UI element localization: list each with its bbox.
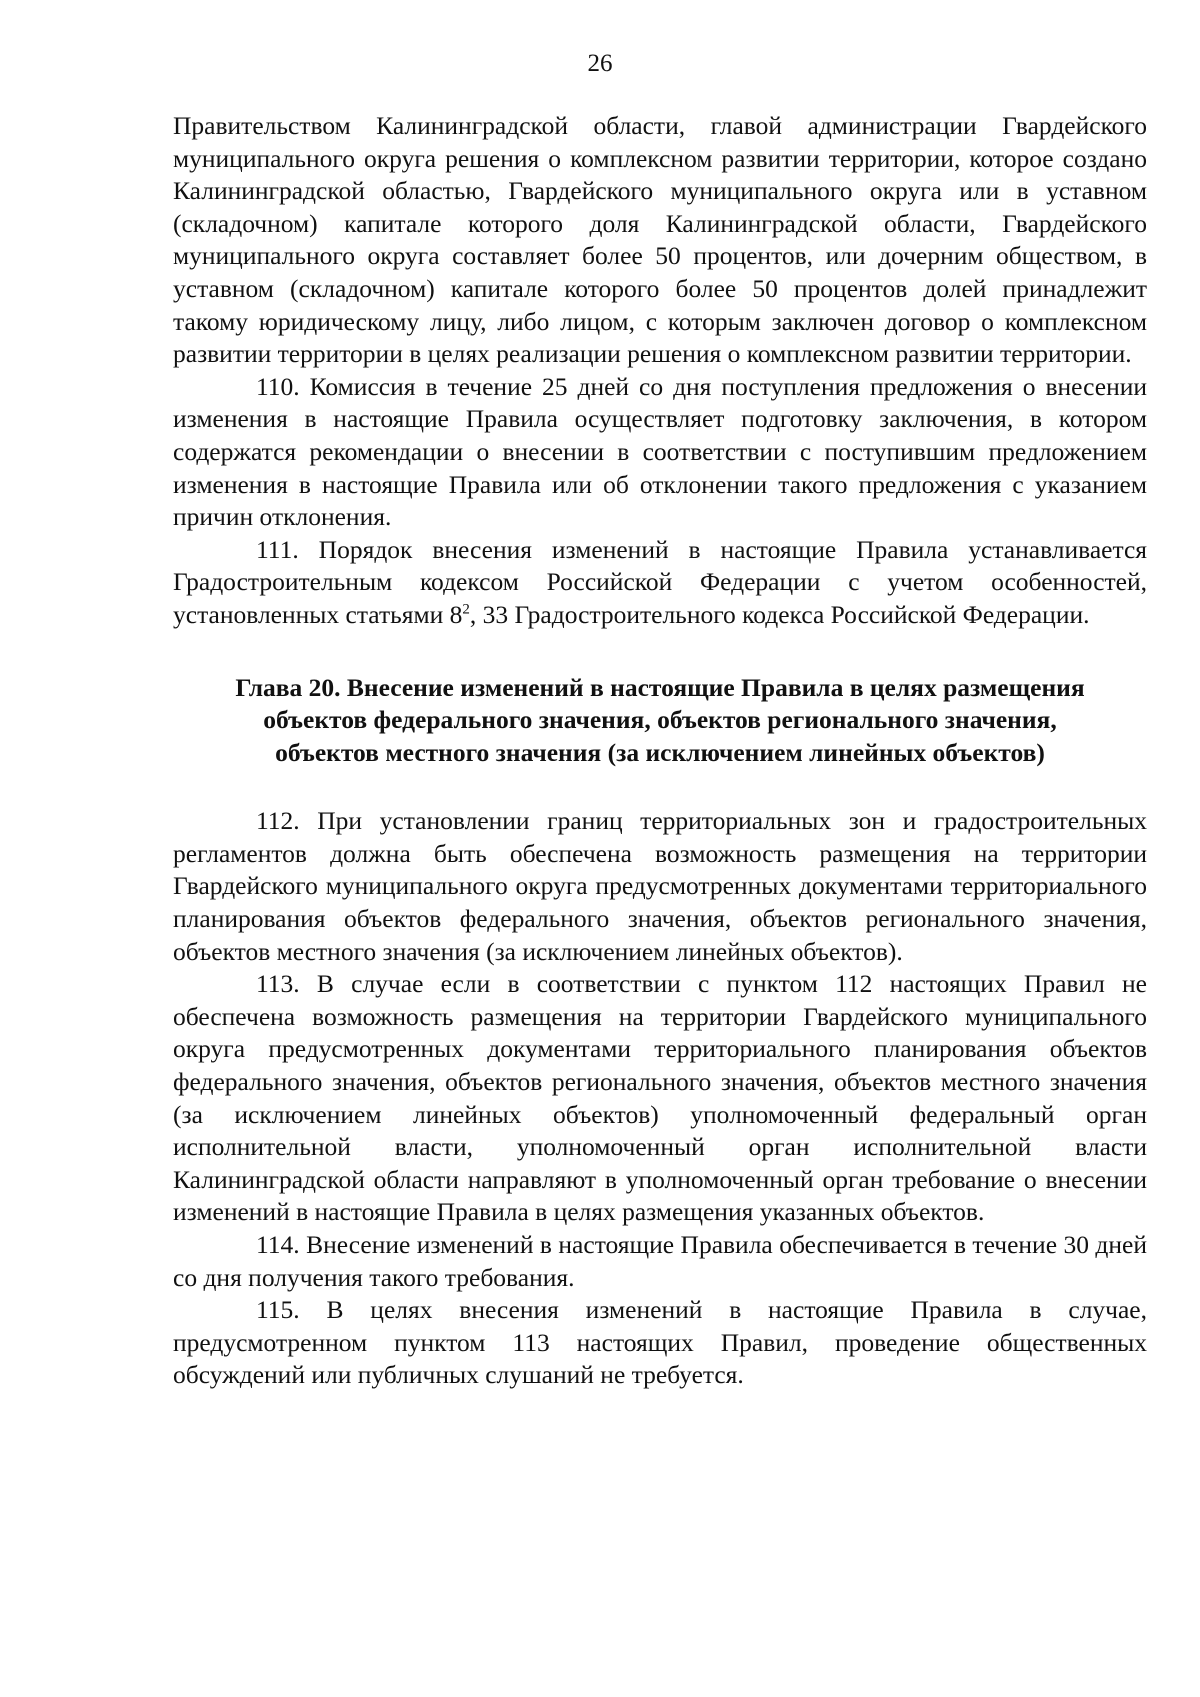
page-number: 26	[587, 50, 613, 77]
paragraph-text: Комиссия в течение 25 дней со дня поступления предложения о внесении изменения в настоящие Правила осуществляет подготовку заключения, в котором содержатся рекомендации о внесении в соответствии с поступившим предложением изменения в настоящие Правила или об отклонении такого предложения с указанием причин отклонения.	[173, 371, 1148, 532]
chapter-heading-line: объектов местного значения (за исключением линейных объектов)	[275, 737, 1045, 767]
document-body	[173, 110, 1147, 1392]
paragraph-number: 113.	[256, 969, 300, 999]
paragraph-114	[173, 1229, 1147, 1294]
paragraph-number: 112.	[256, 806, 300, 836]
paragraph-text: Внесение изменений в настоящие Правила обеспечивается в течение 30 дней со дня получения такого требования.	[173, 1230, 1147, 1292]
paragraph-number: 111.	[256, 534, 299, 564]
paragraph-text: В случае если в соответствии с пунктом 112 настоящих Правил не обеспечена возможность размещения на территории Гвардейского муниципального округа предусмотренных документами территориального планирования объектов федерального значения, объектов регионального значения, объектов местного значения (за исключением линейных объектов) уполномоченный федеральный орган исполнительной власти, уполномоченный орган исполнительной власти Калининградской области направляют в уполномоченный орган требование о внесении изменений в настоящие Правила в целях размещения указанных объектов.	[173, 969, 1147, 1227]
paragraph-number: 114.	[256, 1230, 300, 1259]
paragraph-number: 110.	[256, 371, 300, 401]
paragraph-110	[173, 371, 1147, 534]
paragraph-text: Порядок внесения изменений в настоящие Правила устанавливается Градостроительным кодексом Российской Федерации с учетом особенностей, установленных статьями 8	[173, 534, 1148, 629]
superscript: 2	[462, 601, 470, 618]
chapter-heading-line: Глава 20. Внесение изменений в настоящие Правила в целях размещения	[235, 672, 1085, 702]
paragraph-text: В целях внесения изменений в настоящие Правила в случае, предусмотренном пунктом 113 настоящих Правил, проведение общественных обсуждений или публичных слушаний не требуется.	[173, 1295, 1147, 1390]
paragraph-113	[173, 968, 1147, 1229]
paragraph-text: , 33 Градостроительного кодекса Российской Федерации.	[469, 599, 1090, 629]
chapter-heading-line: объектов федерального значения, объектов регионального значения,	[263, 705, 1057, 735]
paragraph-111	[173, 534, 1147, 632]
paragraph-115	[173, 1294, 1147, 1392]
chapter-heading	[173, 672, 1147, 770]
paragraph-continuation: Правительством Калининградской области, главой администрации Гвардейского муниципального округа решения о комплексном развитии территории, которое создано Калининградской областью, Гвардейского муниципального округа или в уставном (складочном) капитале которого доля Калининградской области, Гвардейского муниципального округа составляет более 50 процентов, или дочерним обществом, в уставном (складочном) капитале которого более 50 процентов долей принадлежит такому юридическому лицу, либо лицом, с которым заключен договор о комплексном развитии территории в целях реализации решения о комплексном развитии территории.	[173, 111, 1147, 369]
paragraph-112	[173, 805, 1147, 968]
paragraph-number: 115.	[256, 1295, 300, 1325]
paragraph-text: При установлении границ территориальных зон и градостроительных регламентов должна быть обеспечена возможность размещения на территории Гвардейского муниципального округа предусмотренных документами территориального планирования объектов федерального значения, объектов регионального значения, объектов местного значения (за исключением линейных объектов).	[173, 806, 1148, 966]
